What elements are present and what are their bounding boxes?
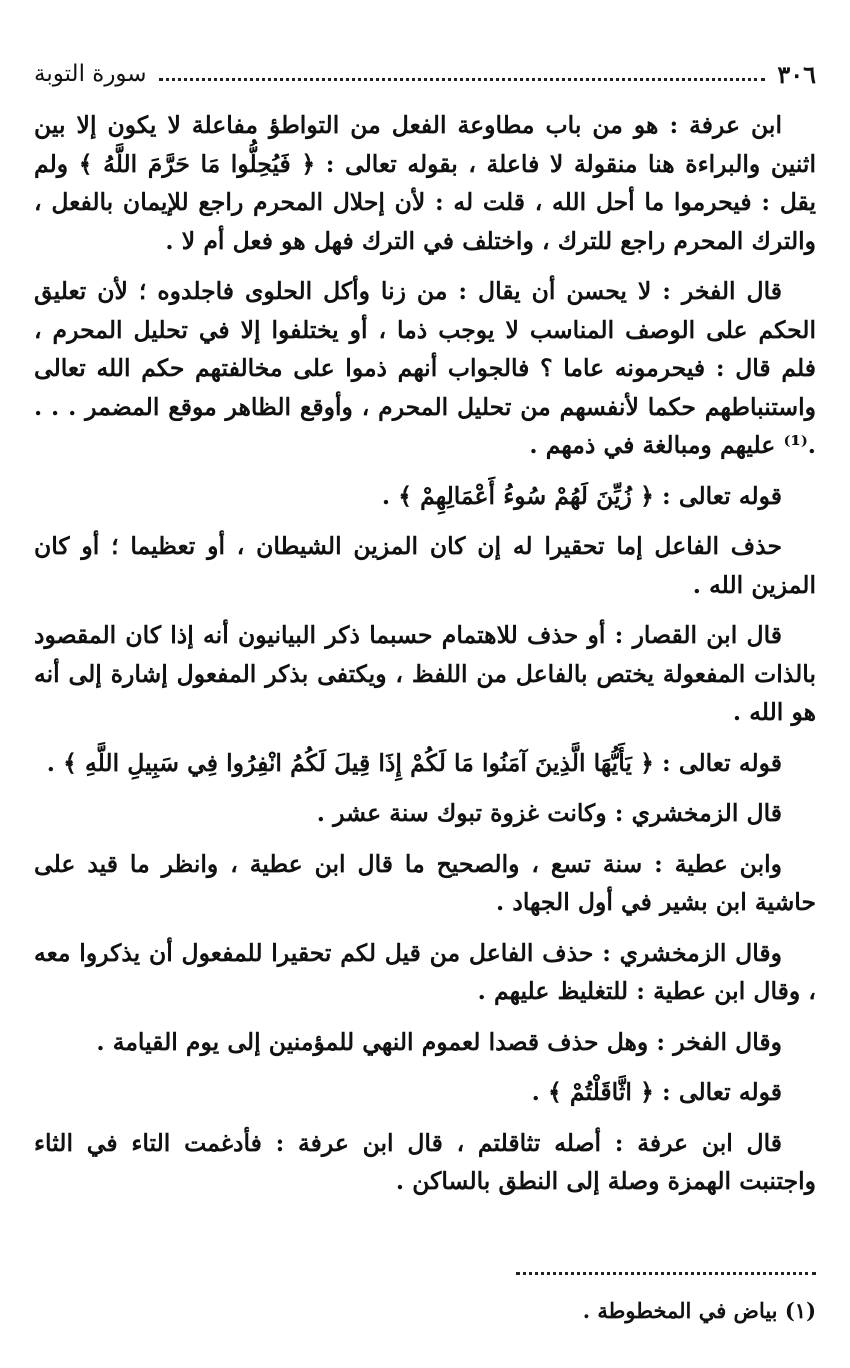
main-text <box>34 106 816 1213</box>
paragraph-6: وابن عطية : سنة تسع ، والصحيح ما قال ابن عطية ، وانظر ما قيد على حاشية ابن بشير في أول الجهاد . <box>34 849 816 916</box>
paragraph-2: قال الفخر : لا يحسن أن يقال : من زنا وأكل الحلوى فاجلدوه ؛ لأن تعليق الحكم على الوصف المناسب لا يوجب ذما ، أو يختلفوا إلا في تحليل المحرم ، فلم قال : فيحرمونه عاما ؟ فالجواب أنهم ذموا على مخالفتهم حكم الله تعالى واستنباطهم حكما لأنفسهم من تحليل المحرم ، وأوقع الظاهر موقع المضمر . . . .⁽¹⁾ عليهم ومبالغة في ذمهم . <box>34 277 816 459</box>
page-header <box>34 56 816 92</box>
ayah-quote-2: قوله تعالى : ﴿ يَأَيُّهَا الَّذِينَ آمَنُوا مَا لَكُمْ إِذَا قِيلَ لَكُمُ انْفِرُوا فِي سَبِيلِ اللَّهِ ﴾ . <box>46 748 782 777</box>
paragraph-5: قال الزمخشري : وكانت غزوة تبوك سنة عشر . <box>316 799 782 827</box>
paragraph-1: ابن عرفة : هو من باب مطاوعة الفعل من التواطؤ مفاعلة لا يكون إلا بين اثنين والبراءة هنا منقولة لا فاعلة ، بقوله تعالى : ﴿ فَيُحِلُّوا مَا حَرَّمَ اللَّهُ ﴾ ولم يقل : فيحرموا ما أحل الله ، قلت له : لأن إحلال المحرم راجع للإيمان بالفعل ، والترك المحرم راجع للترك ، واختلف في الترك فهل هو فعل أم لا . <box>34 111 816 255</box>
page-number: ٣٠٦ <box>777 59 816 89</box>
paragraph-4: قال ابن القصار : أو حذف للاهتمام حسبما ذكر البيانيون أنه إذا كان المقصود بالذات المفعولة يختص بالفاعل من اللفظ ، ويكتفى بذكر المفعول إشارة إلى أنه هو الله . <box>34 621 816 726</box>
paragraph-8: وقال الفخر : وهل حذف قصدا لعموم النهي للمؤمنين إلى يوم القيامة . <box>96 1027 782 1056</box>
header-dotted-rule <box>159 78 766 81</box>
footnote: (١) بياض في المخطوطة . <box>582 1298 816 1323</box>
paragraph-3: حذف الفاعل إما تحقيرا له إن كان المزين الشيطان ، أو تعظيما ؛ أو كان المزين الله . <box>34 532 816 599</box>
surah-title: سورة التوبة <box>34 61 147 87</box>
ayah-quote-1: قوله تعالى : ﴿ زُيِّنَ لَهُمْ سُوءُ أَعْمَالِهِمْ ﴾ . <box>381 481 782 510</box>
footnote-separator <box>516 1272 816 1275</box>
ayah-quote-3: قوله تعالى : ﴿ اثَّاقَلْتُمْ ﴾ . <box>531 1078 782 1106</box>
paragraph-9: قال ابن عرفة : أصله تثاقلتم ، قال ابن عرفة : فأدغمت التاء في الثاء واجتنبت الهمزة وصلة إلى النطق بالساكن . <box>34 1128 816 1195</box>
paragraph-7: وقال الزمخشري : حذف الفاعل من قيل لكم تحقيرا للمفعول أن يذكروا معه ، وقال ابن عطية : للتغليظ عليهم . <box>34 938 816 1005</box>
